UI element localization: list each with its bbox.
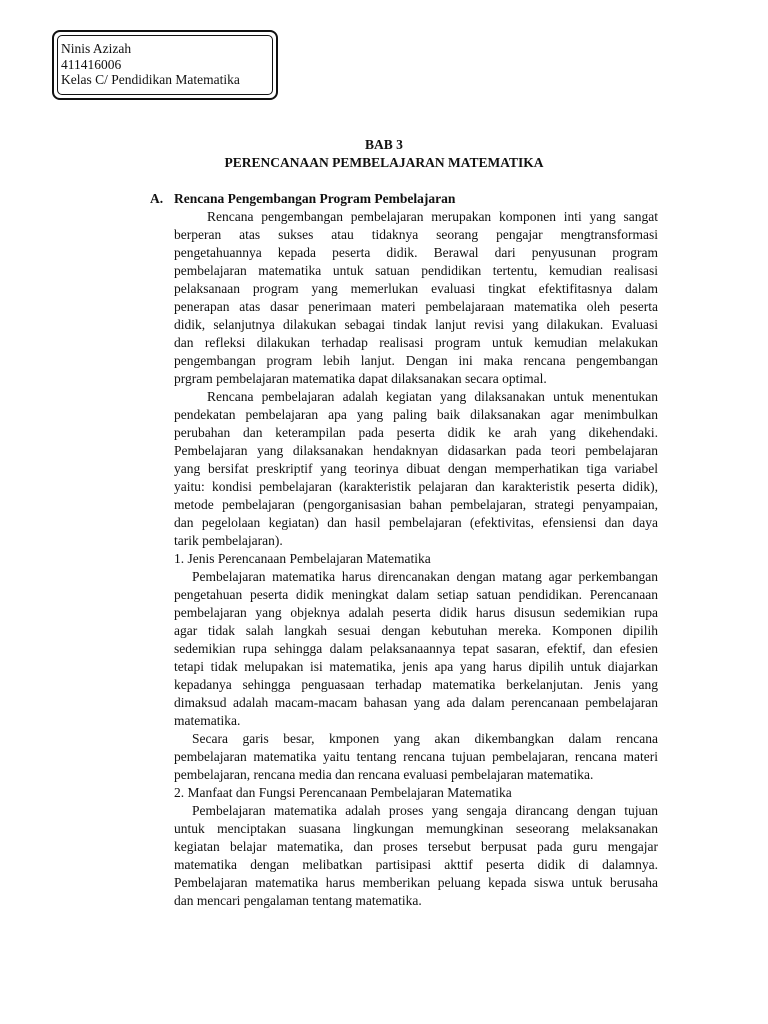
body-line: Pembelajaran matematika adalah proses yang sengaja dirancang dengan tujuan bbox=[192, 803, 658, 818]
body-line: pengembangan program lebih lanjut. Dengan ini maka rencana pengembangan bbox=[174, 353, 658, 368]
body-line: matematika. bbox=[174, 713, 241, 728]
body-line: metode pembelajaran (pengorganisasian bahan pembelajaran, strategi penyampaian, bbox=[174, 497, 658, 512]
body-line: Rencana pembelajaran adalah kegiatan yang dilaksanakan untuk menentukan bbox=[207, 389, 658, 404]
body-line: pendekatan pembelajaran apa yang paling baik dilaksanakan agar menimbulkan bbox=[174, 407, 658, 422]
body-line: didik, selanjutnya dilakukan sebagai tindak lanjut revisi yang dilakukan. Evaluasi bbox=[174, 317, 658, 332]
author-name: Ninis Azizah bbox=[61, 41, 132, 56]
body-line: tarik pembelajaran). bbox=[174, 533, 283, 548]
body-line: perubahan dan keterampilan pada peserta didik ke arah yang dikehendaki. bbox=[174, 425, 658, 440]
chapter-label: BAB 3 bbox=[365, 137, 403, 152]
body-line: sedemikian rupa sehingga dalam pelaksanaannya tepat sasaran, efektif, dan efesien bbox=[174, 641, 658, 656]
body-line: matematika dengan melibatkan partisipasi akttif peserta didik di dalamnya. bbox=[174, 857, 658, 872]
body-line: berperan atas sukses atau tidaknya seorang pengajar mengtransformasi bbox=[174, 227, 658, 242]
body-line: yaitu: kondisi pembelajaran (karakteristik pelajaran dan karakteristik peserta didik), bbox=[174, 479, 658, 494]
body-line: agar tidak salah langkah sesuai dengan kebutuhan mereka. Komponen dipilih bbox=[174, 623, 658, 638]
body-line: Secara garis besar, kmponen yang akan dikembangkan dalam rencana bbox=[192, 731, 658, 746]
author-info-text bbox=[61, 41, 240, 88]
body-line: pembelajaran matematika yaitu tentang rencana tujuan pembelajaran, rencana materi bbox=[174, 749, 658, 764]
body-line: pembelajaran yang objeknya adalah peserta didik harus disusun sedemikian rupa bbox=[174, 605, 658, 620]
body-line: dan mencari pengalaman tentang matematika. bbox=[174, 893, 422, 908]
body-line: dan refleksi dilakukan terhadap realisasi program untuk kemudian melakukan bbox=[174, 335, 658, 350]
body-line: untuk menciptakan suasana lingkungan memungkinan seseorang melaksanakan bbox=[174, 821, 658, 836]
author-class: Kelas C/ Pendidikan Matematika bbox=[61, 72, 240, 87]
body-line: Pembelajaran yang dilaksanakan hendaknyan didasarkan pada teori pembelajaran bbox=[174, 443, 658, 458]
body-line: pembelajaran matematika untuk satuan pendidikan tertentu, kemudian realisasi bbox=[174, 263, 658, 278]
body-line: pengetahuan peserta didik meningkat dalam setiap satuan pendidikan. Perencanaan bbox=[174, 587, 658, 602]
body-line: kepadanya sehingga penguasaan terhadap matematika berkelanjutan. Jenis yang bbox=[174, 677, 658, 692]
subsection-1-title: 1. Jenis Perencanaan Pembelajaran Matematika bbox=[174, 551, 431, 566]
author-id-number: 411416006 bbox=[61, 56, 122, 72]
body-line: prgram pembelajaran matematika dapat dilaksanakan secara optimal. bbox=[174, 371, 547, 386]
body-line: Pembelajaran matematika harus memberikan peluang kepada siswa untuk berusaha bbox=[174, 875, 658, 890]
chapter-title: PERENCANAAN PEMBELAJARAN MATEMATIKA bbox=[224, 155, 544, 170]
body-line: pembelajaran, rencana media dan rencana evaluasi pembelajaran matematika. bbox=[174, 767, 594, 782]
body-line: tetapi tidak melupakan isi matematika, jenis apa yang harus dipilih untuk diajarkan bbox=[174, 659, 658, 674]
subsection-2-title: 2. Manfaat dan Fungsi Perencanaan Pembelajaran Matematika bbox=[174, 785, 512, 800]
body-line: Rencana pengembangan pembelajaran merupakan komponen inti yang sangat bbox=[207, 209, 658, 224]
section-a-letter: A. bbox=[150, 191, 164, 206]
body-line: dan pegelolaan kegiatan) dan hasil pembelajaran (efektivitas, efensiensi dan daya bbox=[174, 515, 658, 530]
body-line: yang bersifat preskriptif yang teorinya dibuat dengan memperhatikan tiga variabel bbox=[174, 461, 658, 476]
body-line: kegiatan belajar matematika, dan proses tersebut berpusat pada guru mengajar bbox=[174, 839, 658, 854]
author-info-box bbox=[52, 30, 278, 100]
body-line: pengetahuannya kepada peserta didik. Berawal dari penyusunan program bbox=[174, 245, 658, 260]
body-line: dimaksud adalah macam-macam bahasan yang ada dalam perencanaan pembelajaran bbox=[174, 695, 658, 710]
body-line: pelaksanaan program yang memerlukan evaluasi tingkat efektifitasnya dalam bbox=[174, 281, 658, 296]
body-line: penerapan atas dasar penerimaan materi pembelajaraan matematika oleh peserta bbox=[174, 299, 658, 314]
body-line: Pembelajaran matematika harus direncanakan dengan matang agar perkembangan bbox=[192, 569, 658, 584]
section-a-title: Rencana Pengembangan Program Pembelajaran bbox=[174, 191, 456, 206]
